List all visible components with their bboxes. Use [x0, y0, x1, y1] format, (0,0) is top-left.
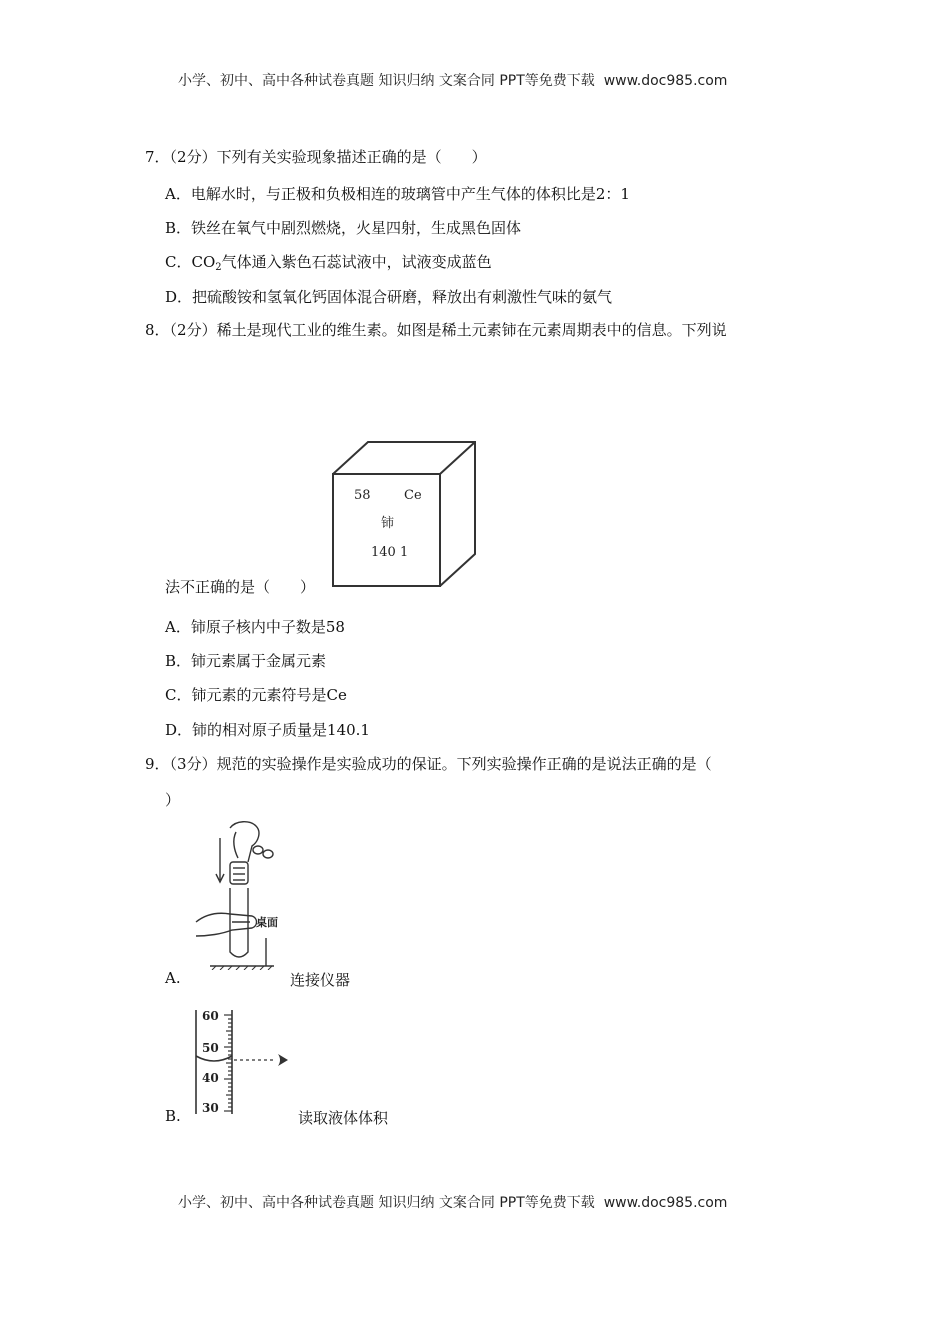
- q7-stem: 7．（2分）下列有关实验现象描述正确的是（ ）: [145, 148, 487, 166]
- cube-top-right-edge: [440, 442, 475, 474]
- tick-label-60: 60: [202, 1009, 219, 1023]
- connecting-apparatus-figure: [192, 818, 297, 970]
- element-atomic-mass: 140 1: [371, 545, 409, 560]
- eye-icon: [278, 1054, 288, 1066]
- cerium-element-cube-figure: [328, 438, 480, 590]
- tick-label-50: 50: [202, 1041, 219, 1055]
- q8-stem-line1: 8．（2分）稀土是现代工业的维生素。如图是稀土元素铈在元素周期表中的信息。下列说: [145, 321, 727, 339]
- table-label: 桌面: [256, 916, 278, 929]
- header-banner: 小学、初中、高中各种试卷真题 知识归纳 文案合同 PPT等免费下载 www.doc985.com: [178, 73, 728, 89]
- cube-back-edges: [333, 442, 475, 586]
- q9-stem-line1: 9．（3分）规范的实验操作是实验成功的保证。下列实验操作正确的是说法正确的是（: [145, 755, 712, 773]
- graduated-cylinder-figure: [190, 1008, 296, 1116]
- q9-option-b-caption: 读取液体体积: [298, 1109, 389, 1127]
- q7-option-b: B．铁丝在氧气中剧烈燃烧，火星四射，生成黑色固体: [165, 219, 522, 237]
- element-name: 铈: [381, 516, 395, 531]
- q9-option-a-caption: 连接仪器: [290, 971, 351, 989]
- q8-option-c: C．铈元素的元素符号是Ce: [165, 686, 347, 704]
- q9-option-a-letter: A.: [165, 969, 181, 987]
- q8-option-b: B．铈元素属于金属元素: [165, 652, 327, 670]
- element-atomic-number: 58: [354, 488, 371, 503]
- q7-option-c: C．$CO_2$气体通入紫色石蕊试液中，试液变成蓝色: [165, 253, 492, 273]
- header-url[interactable]: www.doc985.com: [603, 73, 728, 89]
- tick-label-30: 30: [202, 1101, 219, 1115]
- liquid-meniscus: [196, 1056, 232, 1061]
- q9-option-b-letter: B.: [165, 1107, 181, 1125]
- rubber-stopper: [230, 862, 248, 884]
- element-symbol: Ce: [404, 488, 422, 503]
- q8-option-a: A．铈原子核内中子数是58: [165, 618, 345, 636]
- q8-option-d: D．铈的相对原子质量是140.1: [165, 721, 370, 739]
- q7-option-a: A．电解水时，与正极和负极相连的玻璃管中产生气体的体积比是2：1: [165, 185, 630, 203]
- footer-url[interactable]: www.doc985.com: [603, 1195, 728, 1211]
- footer-banner: 小学、初中、高中各种试卷真题 知识归纳 文案合同 PPT等免费下载 www.doc985.com: [178, 1195, 728, 1211]
- tick-label-40: 40: [202, 1071, 219, 1085]
- q9-stem-line2: ）: [165, 791, 181, 809]
- q8-stem-line2: 法不正确的是（ ）: [165, 578, 316, 596]
- q7-option-d: D．把硫酸铵和氢氧化钙固体混合研磨，释放出有刺激性气味的氨气: [165, 288, 613, 306]
